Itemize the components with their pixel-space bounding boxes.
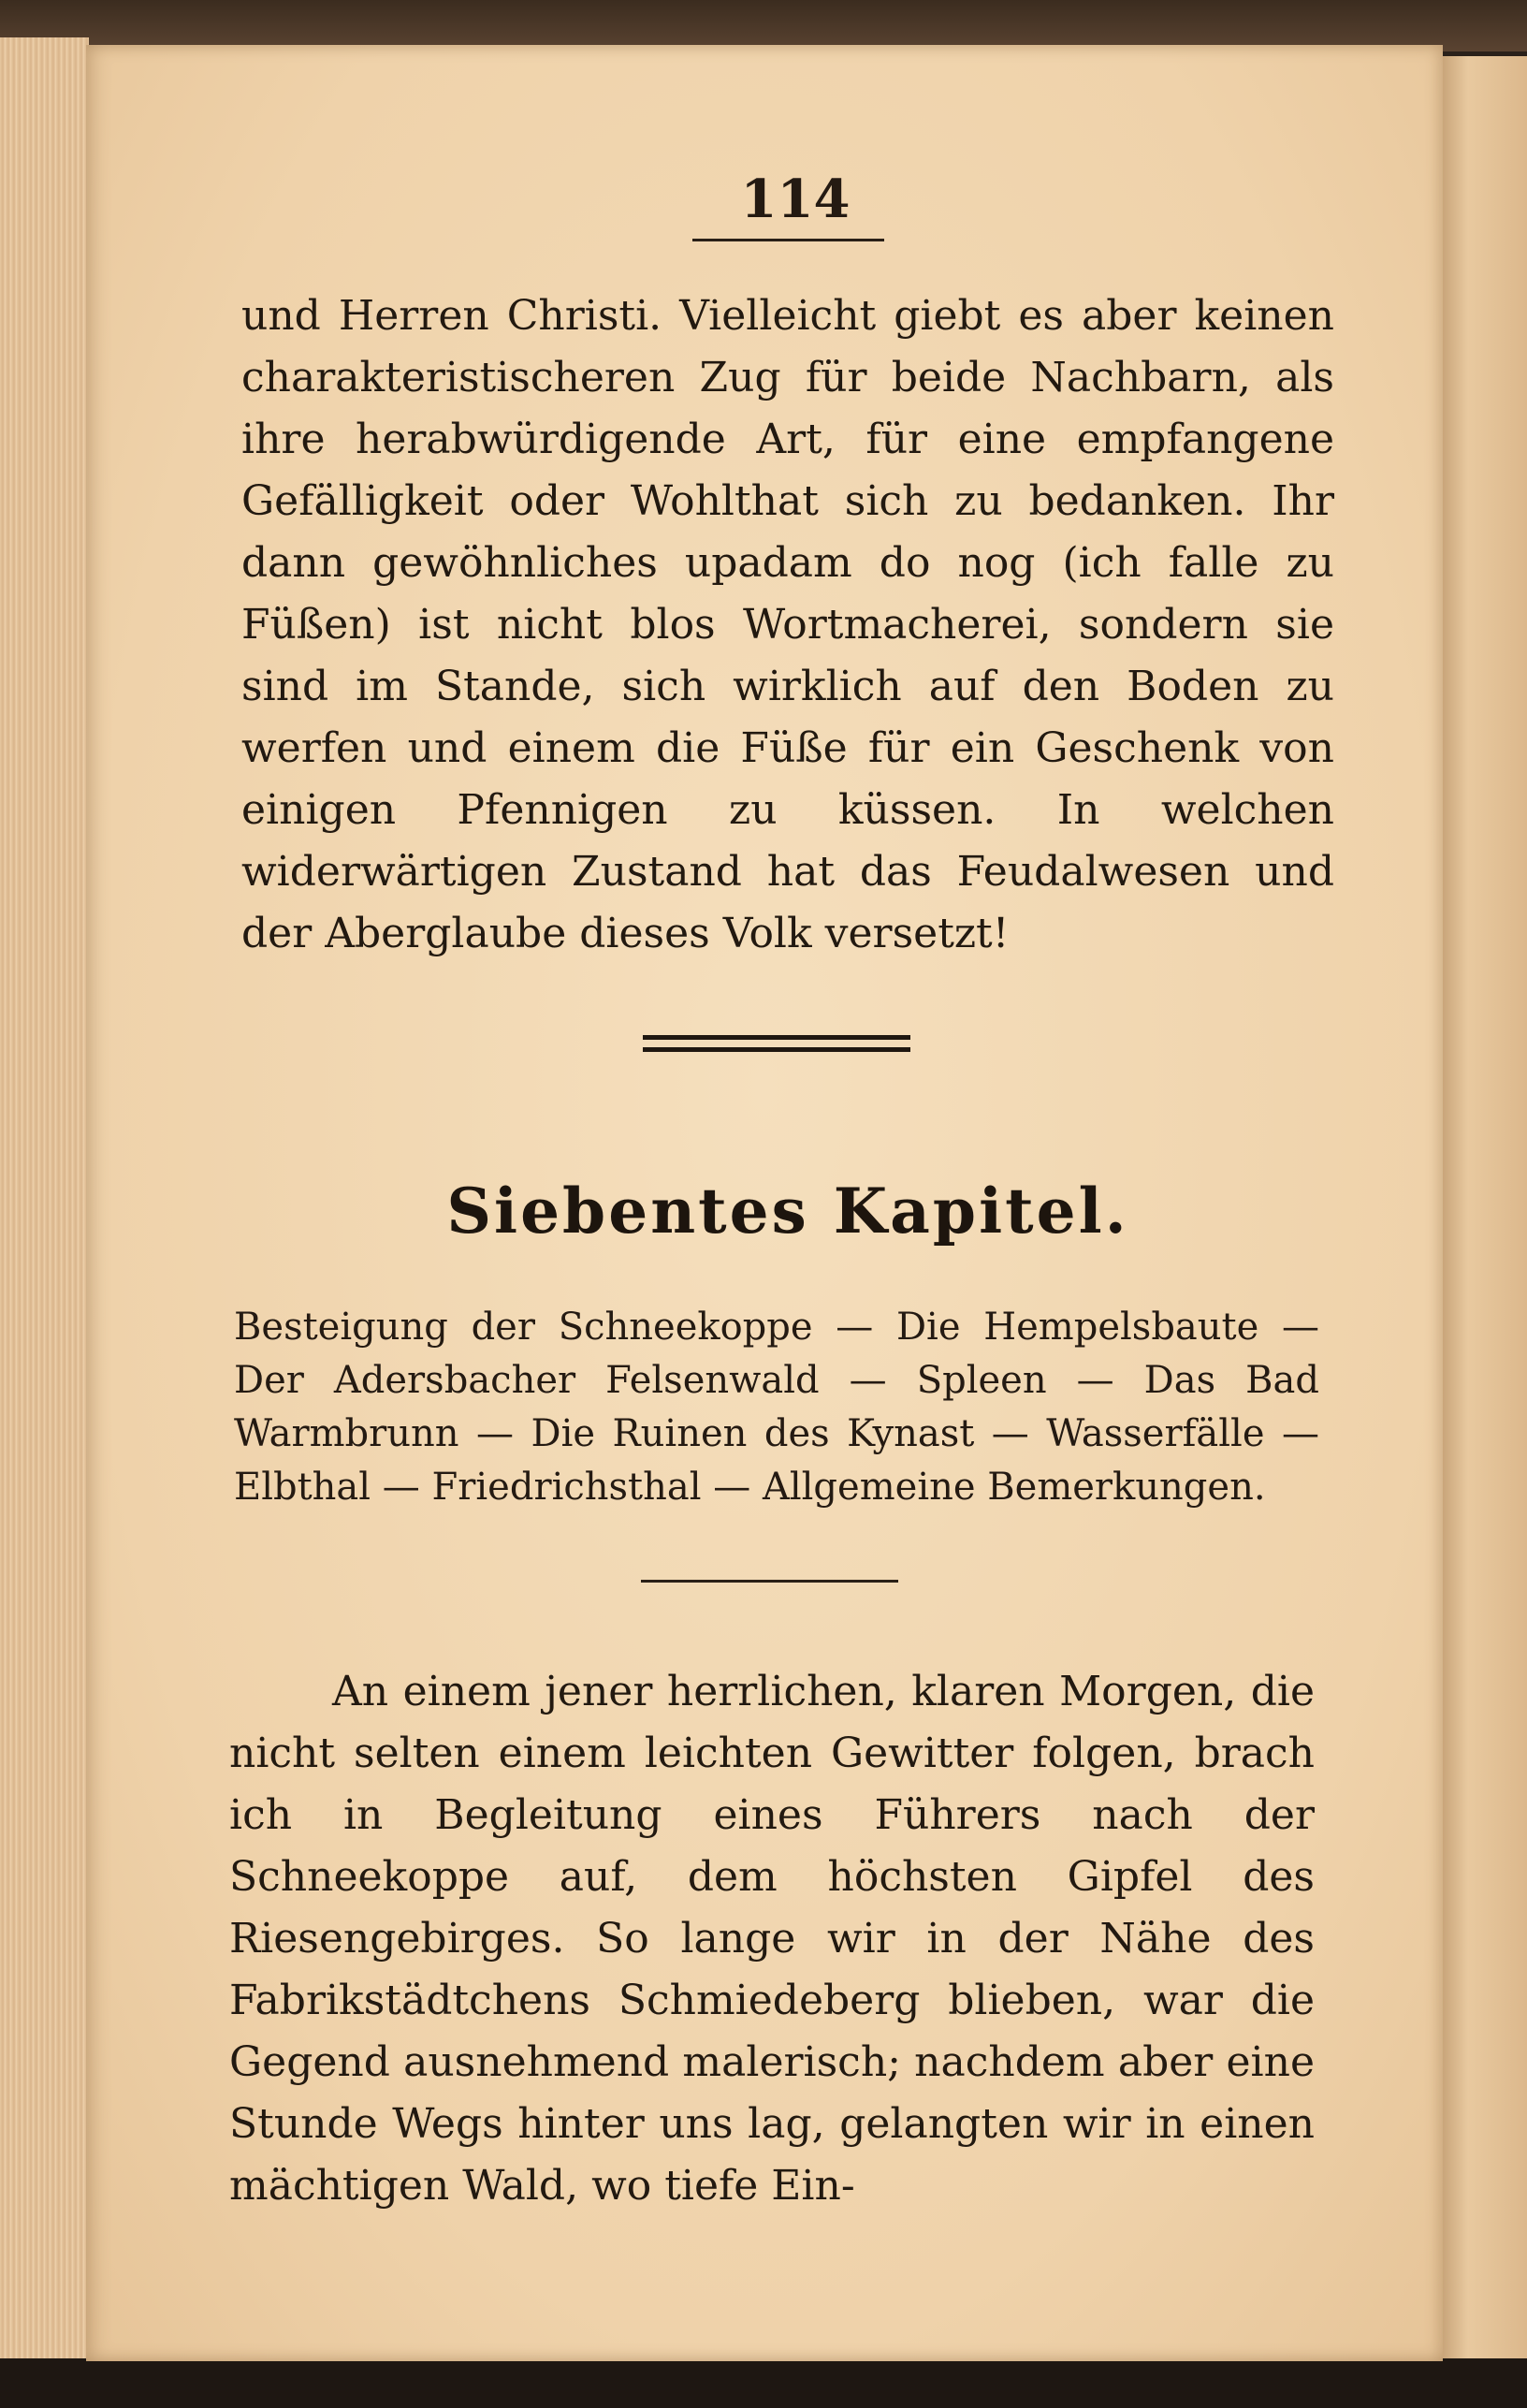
summary-rule [641, 1580, 898, 1583]
page-number-rule [692, 239, 884, 241]
section-divider [643, 1035, 910, 1052]
chapter-summary: Besteigung der Schneekoppe — Die Hempelsbaute — Der Adersbacher Felsenwald — Spleen — Das Bad Warmbrunn — Die Ruinen des Kynast — Wasserfälle — Elbthal — Friedrichsthal — Allgemeine Bemerkungen. [234, 1306, 1319, 1509]
page-number: 114 [740, 168, 851, 230]
top-paragraph: und Herren Christi. Vielleicht giebt es aber keinen charakteristischeren Zug für beide Nachbarn, als ihre herabwürdigende Art, für eine empfangene Gefälligkeit oder Wohlthat sich zu bedanken. Ihr dann gewöhnliches upadam do nog (ich falle zu Füßen) ist nicht blos Wortmacherei, sondern sie sind im Stande, sich wirklich auf den Boden zu werfen und einem die Füße für ein Geschenk von einigen Pfennigen zu küssen. In welchen widerwärtigen Zustand hat das Feudalwesen und der Aberglaube dieses Volk versetzt! [241, 292, 1334, 957]
chapter-title: Siebentes Kapitel. [446, 1175, 1129, 1248]
bottom-shadow [0, 2358, 1527, 2408]
book-top-edge [0, 0, 1527, 51]
page-stack-edge [0, 37, 89, 2358]
facing-page-edge [1443, 56, 1527, 2358]
bottom-paragraph: An einem jener herrlichen, klaren Morgen, die nicht selten einem leichten Gewitter folgen, brach ich in Begleitung eines Führers nach der Schneekoppe auf, dem höchsten Gipfel des Riesengebirges. So lange wir in der Nähe des Fabrikstädtchens Schmiedeberg blieben, war die Gegend ausnehmend malerisch; nachdem aber eine Stunde Wegs hinter uns lag, gelangten wir in einen mächtigen Wald, wo tiefe Ein- [229, 1668, 1315, 2210]
